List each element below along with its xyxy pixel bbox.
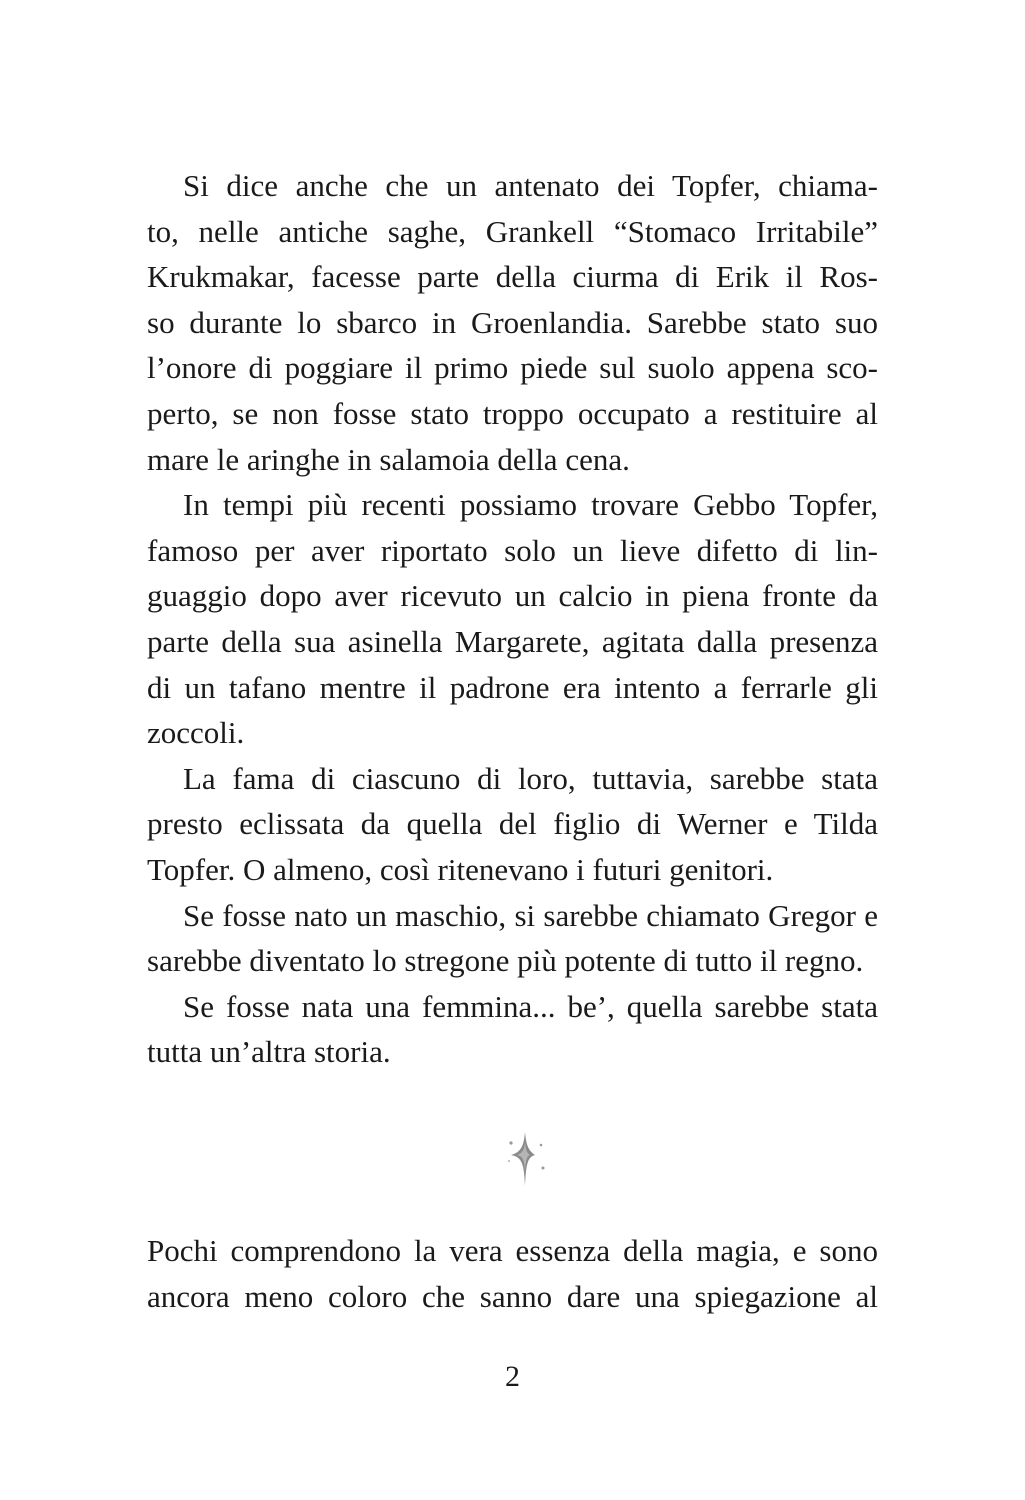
- text-line: presto eclissata da quella del figlio di Werner e Tilda: [147, 806, 878, 842]
- text-line: ancora meno coloro che sanno dare una spiegazione al: [147, 1278, 878, 1314]
- new-section-text: [147, 1228, 878, 1319]
- text-line: Se fosse nata una femmina... be’, quella sarebbe stata: [183, 988, 878, 1024]
- text-line: Si dice anche che un antenato dei Topfer, chiama-: [183, 168, 878, 203]
- text-line: tutta un’altra storia.: [147, 1034, 391, 1070]
- page-number: 2: [505, 1360, 520, 1393]
- chapter-text: [147, 163, 878, 1075]
- sparkle-star-icon: [503, 1128, 553, 1190]
- text-line: parte della sua asinella Margarete, agitata dalla presenza: [147, 623, 878, 659]
- text-line: Topfer. O almeno, così ritenevano i futuri genitori.: [147, 851, 774, 887]
- text-line: Se fosse nato un maschio, si sarebbe chiamato Gregor e: [183, 897, 878, 933]
- text-line: In tempi più recenti possiamo trovare Gebbo Topfer,: [183, 487, 878, 523]
- text-line: zoccoli.: [147, 715, 245, 751]
- text-line: perto, se non fosse stato troppo occupato a restituire al: [147, 395, 878, 431]
- text-line: guaggio dopo aver ricevuto un calcio in piena fronte da: [147, 578, 878, 614]
- text-line: famoso per aver riportato solo un lieve difetto di lin-: [147, 532, 878, 568]
- text-line: l’onore di poggiare il primo piede sul suolo appena sco-: [147, 350, 878, 386]
- text-line: di un tafano mentre il padrone era intento a ferrarle gli: [147, 669, 878, 705]
- text-line: mare le aringhe in salamoia della cena.: [147, 441, 630, 477]
- text-line: Krukmakar, facesse parte della ciurma di Erik il Ros-: [147, 259, 878, 295]
- text-line: sarebbe diventato lo stregone più potente di tutto il regno.: [147, 943, 864, 979]
- text-line: to, nelle antiche saghe, Grankell “Stomaco Irritabile”: [147, 213, 878, 249]
- text-line: so durante lo sbarco in Groenlandia. Sarebbe stato suo: [147, 304, 878, 340]
- text-line: Pochi comprendono la vera essenza della magia, e sono: [147, 1233, 878, 1268]
- text-line: La fama di ciascuno di loro, tuttavia, sarebbe stata: [183, 760, 878, 796]
